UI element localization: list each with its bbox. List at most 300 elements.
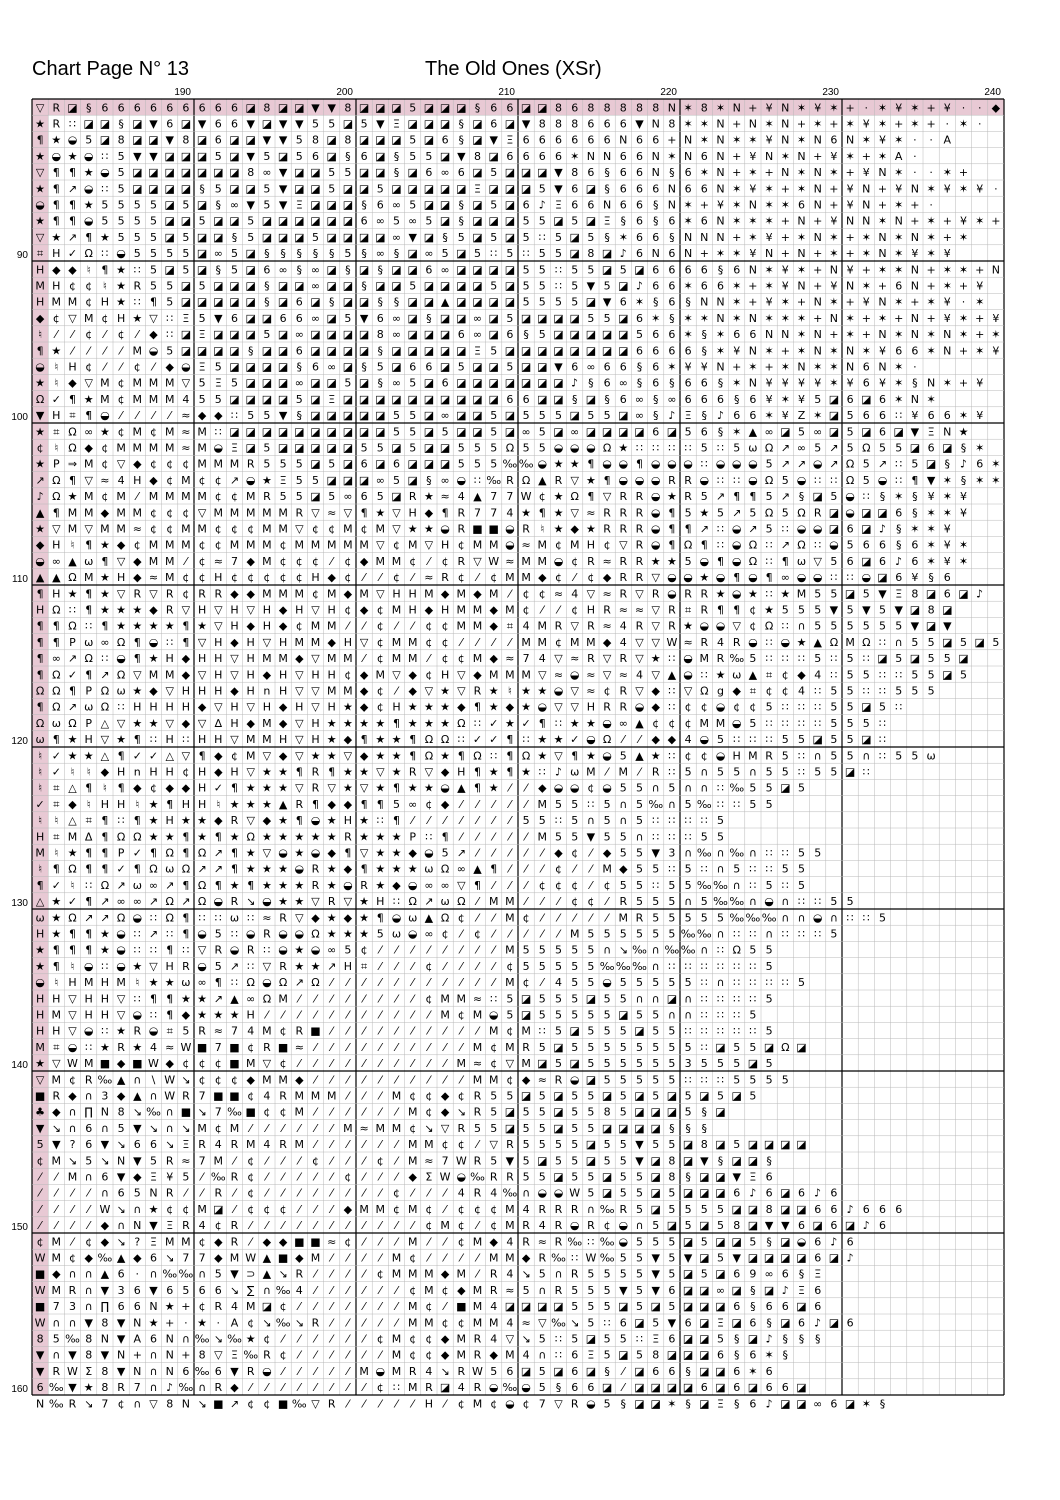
chart-symbol: ↗ [197,863,206,876]
chart-symbol: ★ [537,749,547,762]
chart-symbol: 5 [587,944,594,957]
chart-symbol: M [521,1025,531,1038]
chart-symbol: ¶ [85,231,92,244]
chart-symbol: H [279,668,287,681]
chart-symbol: § [702,344,708,357]
chart-symbol: ∷ [101,247,108,260]
chart-symbol: ∷ [782,717,789,730]
chart-symbol: ★ [51,231,61,244]
chart-symbol: ⁄ [312,1300,319,1313]
chart-symbol: 5 [118,215,125,228]
chart-symbol: ■ [310,1025,320,1038]
chart-symbol: ¶ [53,960,60,973]
chart-symbol: ¢ [587,782,594,795]
chart-symbol: ◪ [861,506,871,519]
chart-symbol: 6 [717,393,724,406]
chart-symbol: ⁄ [360,571,367,584]
chart-symbol: ★ [213,1009,223,1022]
chart-symbol: ▲ [230,992,239,1005]
chart-symbol: ∷ [652,814,659,827]
chart-symbol: N [716,312,724,325]
chart-symbol: ≈ [100,474,109,487]
chart-symbol: ◒ [554,1187,564,1200]
chart-symbol: ¥ [766,101,773,114]
chart-symbol: 6 [539,134,546,147]
chart-symbol: ★ [327,733,337,746]
chart-symbol: ⁄ [344,1009,351,1022]
chart-symbol: M [214,506,224,519]
chart-symbol: ◒ [716,571,726,584]
chart-symbol: 5 [571,1106,578,1119]
chart-symbol: ≈ [554,587,563,600]
chart-symbol: ◪ [245,442,255,455]
chart-symbol: ◪ [618,1300,628,1313]
chart-symbol: ★ [570,458,580,471]
chart-symbol: ◪ [164,199,174,212]
chart-symbol: 5 [685,506,692,519]
chart-symbol: ◪ [343,280,353,293]
chart-symbol: ¢ [604,539,611,552]
chart-symbol: ∞ [473,328,482,341]
chart-symbol: 6 [118,1187,125,1200]
chart-symbol: ⁄ [360,1073,367,1086]
chart-symbol: 5 [118,150,125,163]
chart-symbol: ◪ [424,199,434,212]
chart-symbol: 6 [830,1397,837,1410]
chart-symbol: N [716,166,724,179]
chart-symbol: 8 [85,1333,92,1346]
chart-symbol: 6 [425,166,432,179]
chart-symbol: ¢ [118,425,125,438]
chart-symbol: ◒ [813,571,823,584]
chart-symbol: ◒ [537,1187,547,1200]
chart-symbol: ★ [149,814,159,827]
chart-symbol: 5 [571,1154,578,1167]
chart-symbol: ◪ [148,166,158,179]
chart-symbol: ◒ [764,895,774,908]
chart-symbol: 8 [101,1316,108,1329]
chart-symbol: ◪ [472,263,482,276]
chart-symbol: M [521,555,531,568]
chart-symbol: ↘ [230,1284,239,1297]
chart-symbol: ⁄ [474,895,481,908]
chart-symbol: ▼ [927,474,936,487]
chart-symbol: ∷ [636,442,643,455]
chart-symbol: ⁄ [344,1219,351,1232]
chart-symbol: Ω [52,701,60,714]
chart-symbol: ¢ [280,555,287,568]
chart-symbol: R [619,701,627,714]
chart-symbol: ◆ [214,1252,223,1265]
chart-symbol: ◪ [586,1365,596,1378]
chart-symbol: M [538,636,548,649]
chart-symbol: M [440,1219,450,1232]
chart-symbol: ◪ [634,425,644,438]
chart-symbol: ≈ [327,506,336,519]
chart-symbol: R [231,1138,239,1151]
chart-symbol: M [505,571,515,584]
chart-symbol: M [149,668,159,681]
chart-symbol: ◪ [213,166,223,179]
chart-symbol: 6 [652,263,659,276]
chart-symbol: 5 [604,1138,611,1151]
chart-symbol: 5 [118,231,125,244]
chart-symbol: 5 [847,425,854,438]
chart-symbol: ◪ [278,344,288,357]
chart-symbol: Ξ [199,361,206,374]
chart-symbol: ◪ [294,182,304,195]
chart-symbol: ¥ [863,166,870,179]
chart-symbol: ◪ [699,1090,709,1103]
chart-symbol: ∩ [700,944,708,957]
chart-symbol: 6 [620,199,627,212]
chart-symbol: 5 [620,1057,627,1070]
chart-symbol: ∩ [797,911,805,924]
chart-symbol: ◪ [326,312,336,325]
chart-symbol: ◆ [425,604,434,617]
chart-symbol: M [327,587,337,600]
chart-symbol: ↘ [295,1316,304,1329]
chart-symbol: ★ [100,587,110,600]
chart-symbol: ◪ [505,199,515,212]
chart-symbol: ¶ [37,620,44,633]
chart-symbol: ⁄ [441,1235,448,1248]
chart-symbol: § [313,247,319,260]
chart-symbol: ✶ [943,166,952,179]
chart-symbol: ▼ [279,166,288,179]
chart-symbol: 5 [798,976,805,989]
chart-symbol: ¶ [118,782,125,795]
chart-symbol: ⁄ [506,587,513,600]
chart-symbol: ◪ [456,263,466,276]
chart-symbol: Ξ [150,1235,157,1248]
chart-symbol: 6 [944,409,951,422]
chart-symbol: 5 [636,976,643,989]
chart-symbol: ∷ [668,652,675,665]
chart-symbol: N [603,150,611,163]
chart-symbol: ↘ [84,1397,93,1410]
chart-symbol: H [230,766,238,779]
chart-symbol: 5 [587,1300,594,1313]
chart-symbol: ◆ [101,1219,110,1232]
chart-symbol: ¢ [409,1349,416,1362]
chart-symbol: ≈ [473,1057,482,1070]
chart-symbol: 6 [668,280,675,293]
chart-symbol: Ξ [685,409,692,422]
chart-symbol: ✶ [797,134,806,147]
chart-symbol: ⌗ [86,814,92,827]
chart-symbol: ⁄ [376,1252,383,1265]
chart-symbol: 5 [263,442,270,455]
chart-symbol: ★ [132,960,142,973]
chart-symbol: ¢ [377,685,384,698]
chart-symbol: ¥ [895,182,902,195]
chart-symbol: ◪ [132,182,142,195]
chart-symbol: 6 [134,101,141,114]
chart-symbol: M [424,1268,434,1281]
chart-symbol: R [182,1219,190,1232]
chart-symbol: ▼ [279,182,288,195]
chart-symbol: M [359,1203,369,1216]
chart-symbol: ¥ [782,280,789,293]
chart-symbol: ∷ [814,895,821,908]
chart-symbol: ★ [68,490,78,503]
chart-symbol: ■ [100,1057,110,1070]
chart-symbol: ◪ [326,215,336,228]
chart-symbol: ⁄ [328,1316,335,1329]
chart-symbol: ◪ [634,263,644,276]
chart-symbol: 6 [361,150,368,163]
chart-symbol: ⁄ [587,879,594,892]
chart-symbol: M [473,1316,483,1329]
chart-symbol: R [474,1381,482,1394]
chart-symbol: 4 [717,636,724,649]
chart-symbol: ⁄ [522,847,529,860]
chart-symbol: + [829,328,838,341]
chart-symbol: 5 [604,1349,611,1362]
chart-symbol: ∷ [847,571,854,584]
chart-symbol: ∷ [425,830,432,843]
chart-symbol: 5 [555,1025,562,1038]
chart-symbol: ✓ [473,733,482,746]
chart-symbol: ⁄ [166,409,173,422]
chart-symbol: ◪ [634,1381,644,1394]
chart-symbol: N [781,134,789,147]
chart-symbol: ⁄ [69,328,76,341]
chart-symbol: 5 [296,393,303,406]
chart-symbol: ∞ [311,312,320,325]
chart-symbol: 5 [814,442,821,455]
chart-symbol: ◪ [326,409,336,422]
chart-symbol: ★ [375,879,385,892]
chart-symbol: ▽ [360,782,369,795]
chart-symbol: ✶ [959,231,968,244]
chart-symbol: ¶ [749,490,756,503]
chart-symbol: 6 [604,118,611,131]
chart-symbol: 8 [604,101,611,114]
chart-symbol: § [361,361,367,374]
chart-symbol: ⁄ [555,895,562,908]
chart-symbol: ▽ [570,474,579,487]
chart-symbol: 5 [701,911,708,924]
chart-symbol: ◪ [683,1187,693,1200]
chart-symbol: ◪ [229,280,239,293]
chart-symbol: ✶ [943,474,952,487]
chart-symbol: ▽ [554,652,563,665]
chart-symbol: ▼ [36,409,45,422]
chart-symbol: ◆ [797,668,806,681]
chart-symbol: ▽ [311,652,320,665]
chart-symbol: R [506,1138,514,1151]
chart-symbol: ⁄ [312,1268,319,1281]
chart-symbol: ¶ [85,847,92,860]
chart-symbol: ∷ [749,992,756,1005]
chart-symbol: ◪ [618,1122,628,1135]
chart-symbol: ¢ [409,1284,416,1297]
chart-symbol: ∩ [652,944,660,957]
chart-symbol: ✶ [894,263,903,276]
chart-symbol: M [457,1268,467,1281]
chart-symbol: ◪ [343,118,353,131]
chart-symbol: ‰ [276,1316,291,1329]
chart-symbol: ◪ [424,296,434,309]
chart-symbol: R [652,766,660,779]
chart-symbol: 6 [604,377,611,390]
chart-symbol: 6 [506,150,513,163]
chart-symbol: M [748,749,758,762]
chart-symbol: ¶ [215,976,222,989]
chart-symbol: M [473,1073,483,1086]
chart-symbol: 3 [668,847,675,860]
chart-symbol: ⁄ [376,1106,383,1119]
chart-symbol: ✶ [829,344,838,357]
chart-symbol: ◆ [538,782,547,795]
chart-symbol: ◆ [133,555,142,568]
chart-symbol: ▽ [651,636,660,649]
chart-symbol: ◪ [650,1300,660,1313]
chart-symbol: ★ [359,766,369,779]
chart-symbol: 6 [118,101,125,114]
chart-symbol: N [781,101,789,114]
chart-symbol: ¶ [85,604,92,617]
chart-symbol: 6 [361,215,368,228]
chart-symbol: 8 [620,101,627,114]
chart-symbol: ▼ [101,1284,110,1297]
chart-symbol: ◪ [343,199,353,212]
chart-symbol: ¢ [539,879,546,892]
chart-symbol: M [311,539,321,552]
chart-symbol: Ω [473,749,481,762]
chart-symbol: R [490,1268,498,1281]
chart-symbol: ◪ [926,620,936,633]
chart-symbol: N [668,182,676,195]
chart-symbol: M [408,636,418,649]
chart-symbol: ★ [132,604,142,617]
chart-symbol: ⁄ [425,944,432,957]
chart-symbol: 5 [814,604,821,617]
chart-symbol: ¥ [863,296,870,309]
chart-symbol: ⁄ [555,604,562,617]
chart-symbol: ★ [327,830,337,843]
chart-symbol: ▽ [311,506,320,519]
chart-symbol: 6 [296,344,303,357]
chart-symbol: 4 [150,1041,157,1054]
chart-symbol: 5 [749,1041,756,1054]
chart-symbol: ⁄ [52,1171,59,1184]
chart-symbol: ◪ [569,344,579,357]
chart-symbol: + [133,1349,142,1362]
chart-symbol: M [457,604,467,617]
chart-symbol: M [181,523,191,536]
chart-symbol: 5 [523,1284,530,1297]
chart-symbol: 5 [636,1009,643,1022]
chart-symbol: 5 [539,1268,546,1281]
chart-symbol: 6 [685,263,692,276]
chart-symbol: ◪ [780,425,790,438]
chart-symbol: R [636,911,644,924]
chart-symbol: 5 [215,960,222,973]
chart-symbol: ★ [651,652,661,665]
chart-symbol: · [184,1316,188,1329]
chart-symbol: § [475,101,481,114]
column-number-label: 190 [174,87,191,98]
chart-symbol: M [473,1397,483,1410]
chart-symbol: ⁄ [279,1009,286,1022]
chart-symbol: ¥ [879,377,886,390]
chart-symbol: ◪ [553,393,563,406]
chart-symbol: ◪ [537,1154,547,1167]
chart-symbol: H [328,604,336,617]
chart-symbol: ◆ [133,571,142,584]
chart-symbol: ⁄ [457,1041,464,1054]
chart-symbol: ✶ [829,231,838,244]
chart-symbol: ∩ [765,928,773,941]
chart-symbol: § [637,377,643,390]
chart-symbol: ∷ [733,992,740,1005]
chart-symbol: Ω [846,474,854,487]
chart-symbol: 5 [636,1073,643,1086]
chart-symbol: Ξ [604,215,611,228]
chart-symbol: 5 [215,1268,222,1281]
chart-symbol: R [231,1219,239,1232]
chart-symbol: ≈ [521,1316,530,1329]
chart-symbol: M [457,587,467,600]
chart-symbol: ★ [554,490,564,503]
chart-symbol: 4 [458,1381,465,1394]
chart-symbol: ♪ [668,409,675,422]
chart-symbol: ≈ [554,668,563,681]
chart-symbol: M [230,539,240,552]
chart-symbol: M [473,1009,483,1022]
chart-symbol: + [975,263,984,276]
chart-symbol: ◆ [263,1235,272,1248]
chart-symbol: ⁄ [376,1138,383,1151]
chart-symbol: M [343,652,353,665]
chart-symbol: ◒ [797,474,807,487]
chart-symbol: ¢ [328,523,335,536]
chart-symbol: ◪ [245,263,255,276]
chart-symbol: ◪ [634,1106,644,1119]
chart-symbol: M [392,555,402,568]
chart-symbol: ¢ [685,701,692,714]
chart-symbol: ◆ [554,847,563,860]
chart-symbol: 6 [798,1316,805,1329]
chart-symbol: ⁄ [69,1219,76,1232]
chart-symbol: ★ [586,749,596,762]
chart-symbol: ¶ [361,733,368,746]
chart-symbol: ⁄ [425,1187,432,1200]
chart-symbol: ∏ [85,1106,93,1119]
chart-symbol: R [409,766,417,779]
chart-symbol: 5 [523,231,530,244]
chart-symbol: ◪ [440,328,450,341]
chart-symbol: ★ [197,830,207,843]
chart-symbol: ▽ [214,701,223,714]
chart-symbol: Ω [246,830,254,843]
chart-symbol: ◒ [716,749,726,762]
chart-symbol: N [603,199,611,212]
chart-symbol: ¶ [69,215,76,228]
chart-symbol: ◪ [310,409,320,422]
chart-symbol: M [52,1009,62,1022]
chart-symbol: ¢ [782,685,789,698]
chart-symbol: · [929,134,933,147]
chart-symbol: ◪ [294,231,304,244]
chart-symbol: 5 [685,879,692,892]
chart-symbol: ◪ [910,604,920,617]
chart-symbol: ◪ [424,328,434,341]
chart-symbol: ◒ [618,458,628,471]
